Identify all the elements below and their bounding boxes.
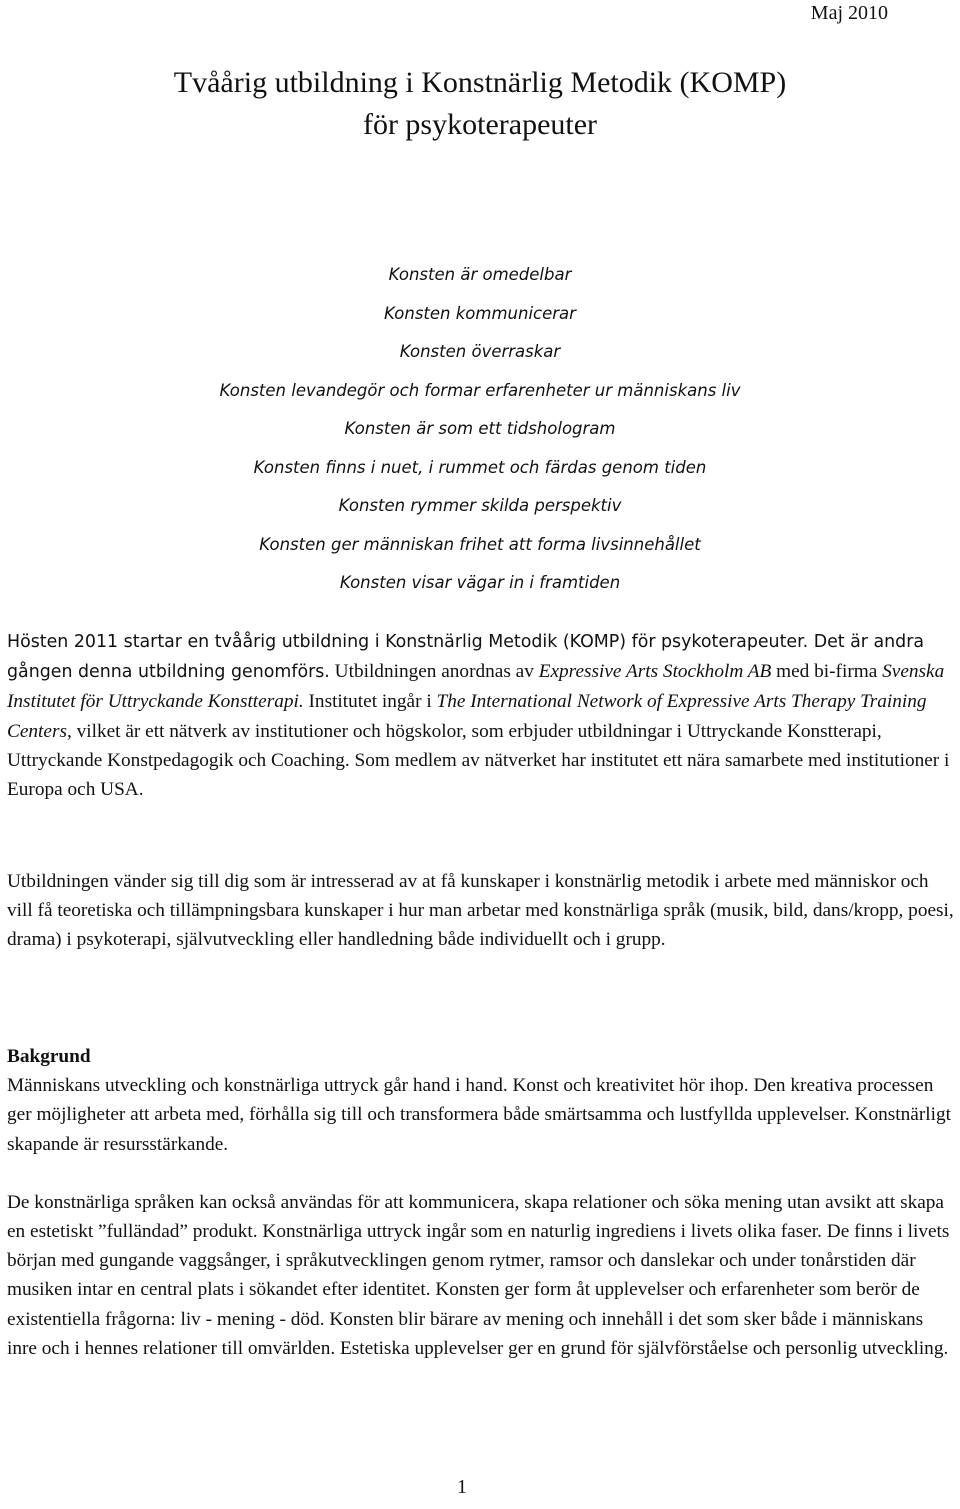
background-paragraph-2: De konstnärliga språken kan också användas för att kommunicera, skapa relationer och söka mening utan avsikt att skapa en estetiskt ”fulländad” produkt. Konstnärliga uttryck ingår som en naturlig ingrediens i livets olika faser. De finns i livets början med gungande vaggsånger, i språkutvecklingen genom rytmer, ramsor och danslekar och under tonårstiden där musiken intar en central plats i sökandet efter identitet. Konsten ger form åt upplevelser och erfarenheter som berör de existentiella frågorna: liv - mening - död. Konsten blir bärare av mening och innehåll i det som sker både i människans inre och i hennes relationer till omvärlden. Estetiska upplevelser ger en grund för självförståelse och personlig utveckling.: [7, 1191, 950, 1359]
target-audience-text: Utbildningen vänder sig till dig som är intresserad av at få kunskaper i konstnärlig metodik i arbete med människor och vill få teoretiska och tillämpningsbara kunskaper i hur man arbetar med konstnärliga språk (musik, bild, dans/kropp, poesi, drama) i psykoterapi, självutveckling eller handledning både individuellt och i grupp.: [7, 871, 954, 951]
poem-line: Konsten rymmer skilda perspektiv: [338, 496, 622, 515]
intro-text: Institutet ingår i: [303, 691, 437, 713]
intro-announcement: Hösten 2011 startar en tvåårig utbildning i Konstnärlig Metodik (KOMP) för psykoterapeuter. Det är andra gången denna utbildning genomförs.: [7, 632, 925, 683]
poem-line: Konsten ger människan frihet att forma livsinnehållet: [259, 534, 701, 554]
poem-line: Konsten visar vägar in i framtiden: [339, 573, 621, 592]
intro-paragraph: [7, 627, 957, 804]
poem-line: Konsten levandegör och formar erfarenheter ur människans liv: [219, 380, 741, 400]
background-paragraph-1: Människans utveckling och konstnärliga uttryck går hand i hand. Konst och kreativitet hör ihop. Den kreativa processen ger möjligheter att arbeta med, förhålla sig till och transformera både smärtsamma och lustfyllda upplevelser. Konstnärligt skapande är resursstärkande.: [7, 1075, 951, 1155]
title-line-2: för psykoterapeuter: [362, 108, 598, 141]
intro-text: , vilket är ett nätverk av institutioner och högskolor, som erbjuder utbildningar i Uttryckande Konstterapi, Uttryckande Konstpedagogik och Coaching. Som medlem av nätverket har institutet ett nära samarbete med institutioner i Europa och USA.: [7, 720, 950, 801]
network-name: The International Network of Expressive Arts Therapy Training Centers: [7, 691, 927, 742]
title-line-1: Tvåårig utbildning i Konstnärlig Metodik (KOMP): [173, 66, 787, 99]
background-section: [7, 1042, 957, 1363]
poem-line: Konsten överraskar: [399, 342, 561, 361]
document-date: Maj 2010: [810, 2, 888, 24]
intro-text: med bi-firma: [771, 661, 883, 683]
poem-line: Konsten är som ett tidshologram: [344, 419, 616, 438]
poem-line: Konsten kommunicerar: [384, 303, 576, 323]
target-audience-paragraph: [7, 867, 957, 955]
section-heading: Bakgrund: [7, 1046, 91, 1067]
poem-line: Konsten finns i nuet, i rummet och färdas genom tiden: [253, 457, 707, 477]
poem-stanza: [0, 256, 960, 603]
institute-name: Svenska Institutet för Uttryckande Konstterapi.: [7, 661, 945, 713]
page-number: 1: [457, 1476, 467, 1498]
intro-text: Utbildningen anordnas av: [329, 661, 539, 683]
poem-line: Konsten är omedelbar: [388, 265, 572, 284]
document-title: [0, 62, 960, 146]
company-name: Expressive Arts Stockholm AB: [538, 661, 772, 683]
